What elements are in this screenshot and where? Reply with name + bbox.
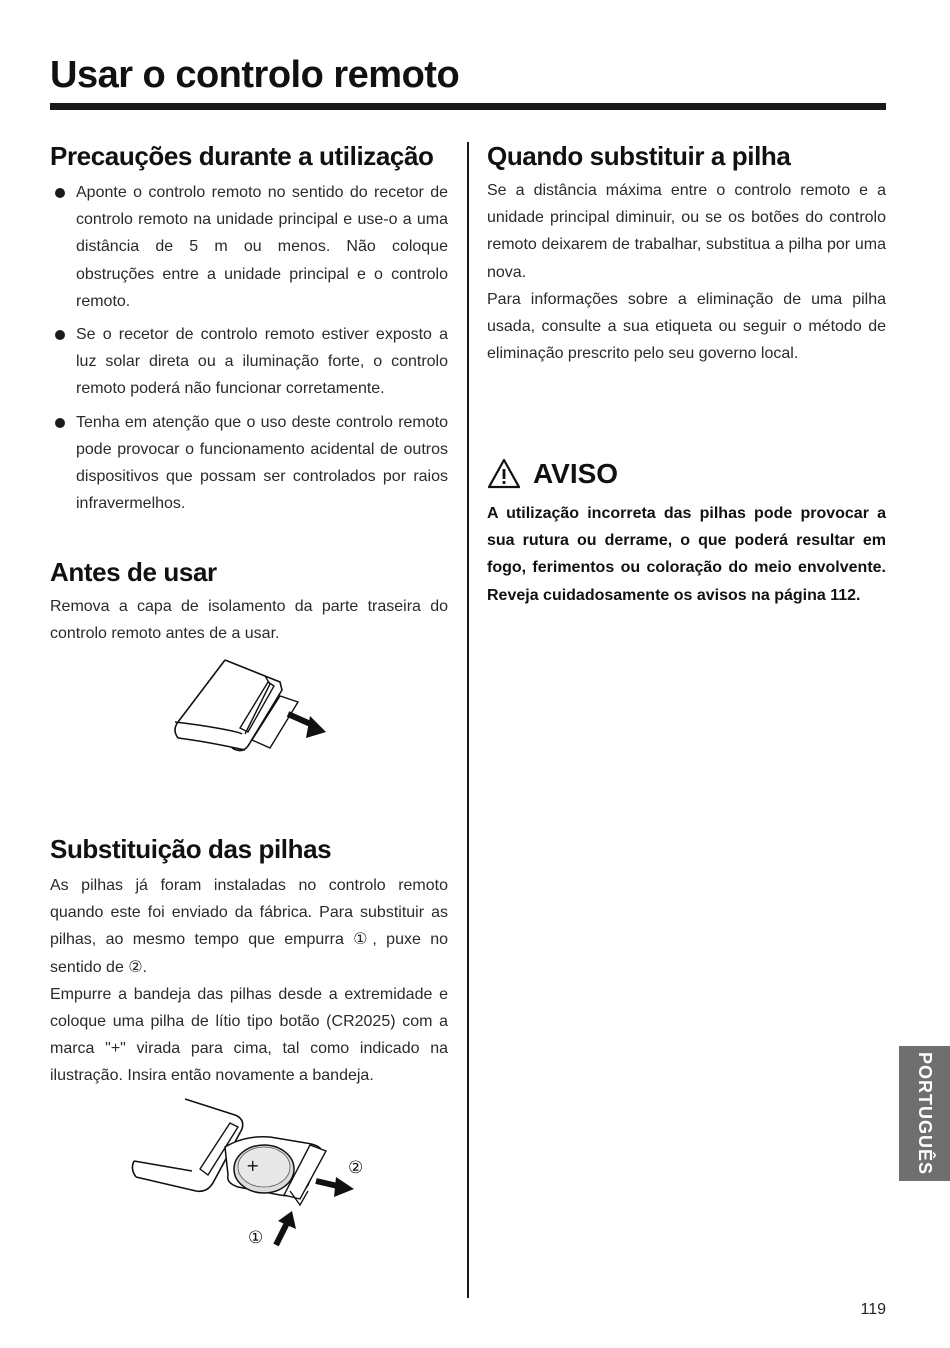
plus-mark: + [246, 1156, 260, 1175]
title-rule [50, 103, 886, 110]
when-replace-section [487, 139, 886, 367]
column-divider [467, 142, 469, 1298]
replace-paragraph-2: Empurre a bandeja das pilhas desde a extremidade e coloque uma pilha de lítio tipo botão (CR2025) com a marca "+" virada para cima, tal como indicado na ilustração. Insira então novamente a bandeja. [50, 985, 448, 1085]
replace-battery-section [50, 832, 448, 1090]
warning-header [487, 458, 886, 490]
when-replace-paragraph-1: Se a distância máxima entre o controlo remoto e a unidade principal diminuir, ou se os botões do controlo remoto deixarem de trabalhar, substitua a pilha por uma nova. [487, 182, 886, 281]
language-tab-label: PORTUGUÊS [915, 1051, 936, 1176]
precaution-item [50, 409, 448, 518]
page-title: Usar o controlo remoto [50, 54, 460, 96]
precautions-section [50, 139, 448, 523]
before-use-section [50, 555, 448, 647]
marker-2: ② [348, 1158, 364, 1178]
bullet-icon [55, 330, 65, 340]
replace-heading: Substituição das pilhas [50, 834, 332, 864]
precaution-item [50, 321, 448, 403]
marker-1: ① [248, 1228, 264, 1248]
remove-insulation-illustration [170, 650, 340, 760]
precaution-text: Tenha em atenção que o uso deste controlo remoto pode provocar o funcionamento acidental de outros dispositivos que possam ser controlados por raios infravermelhos. [76, 413, 448, 513]
bullet-icon [55, 188, 65, 198]
when-replace-paragraph-2: Para informações sobre a eliminação de uma pilha usada, consulte a sua etiqueta ou seguir o método de eliminação prescrito pelo seu governo local. [487, 290, 886, 363]
precaution-item [50, 179, 448, 315]
precaution-text: Aponte o controlo remoto no sentido do recetor de controlo remoto na unidade principal e use-o a uma distância de 5 m ou menos. Não coloque obstruções entre a unidade principal e o controlo remoto. [76, 184, 448, 310]
bullet-icon [55, 418, 65, 428]
warning-section [487, 458, 886, 609]
when-replace-heading: Quando substituir a pilha [487, 141, 791, 171]
before-use-heading: Antes de usar [50, 557, 217, 587]
warning-label: AVISO [533, 458, 619, 489]
precautions-list [50, 179, 448, 517]
warning-text: A utilização incorreta das pilhas pode provocar a sua rutura ou derrame, o que poderá resultar em fogo, ferimentos ou coloração do meio envolvente. Reveja cuidadosamente os avisos na página 112. [487, 505, 886, 604]
precautions-heading: Precauções durante a utilização [50, 141, 434, 171]
before-use-text: Remova a capa de isolamento da parte traseira do controlo remoto antes de a usar. [50, 598, 448, 643]
warning-triangle-icon [487, 458, 521, 490]
page-number: 119 [860, 1301, 886, 1318]
precaution-text: Se o recetor de controlo remoto estiver exposto a luz solar direta ou a iluminação forte, o controlo remoto poderá não funcionar corretamente. [76, 326, 448, 398]
language-tab [899, 1046, 950, 1181]
battery-tray-illustration [130, 1095, 380, 1255]
replace-paragraph-1: As pilhas já foram instaladas no controlo remoto quando este foi enviado da fábrica. Para substituir as pilhas, ao mesmo tempo que empurra ①, puxe no sentido de ②. [50, 877, 448, 976]
